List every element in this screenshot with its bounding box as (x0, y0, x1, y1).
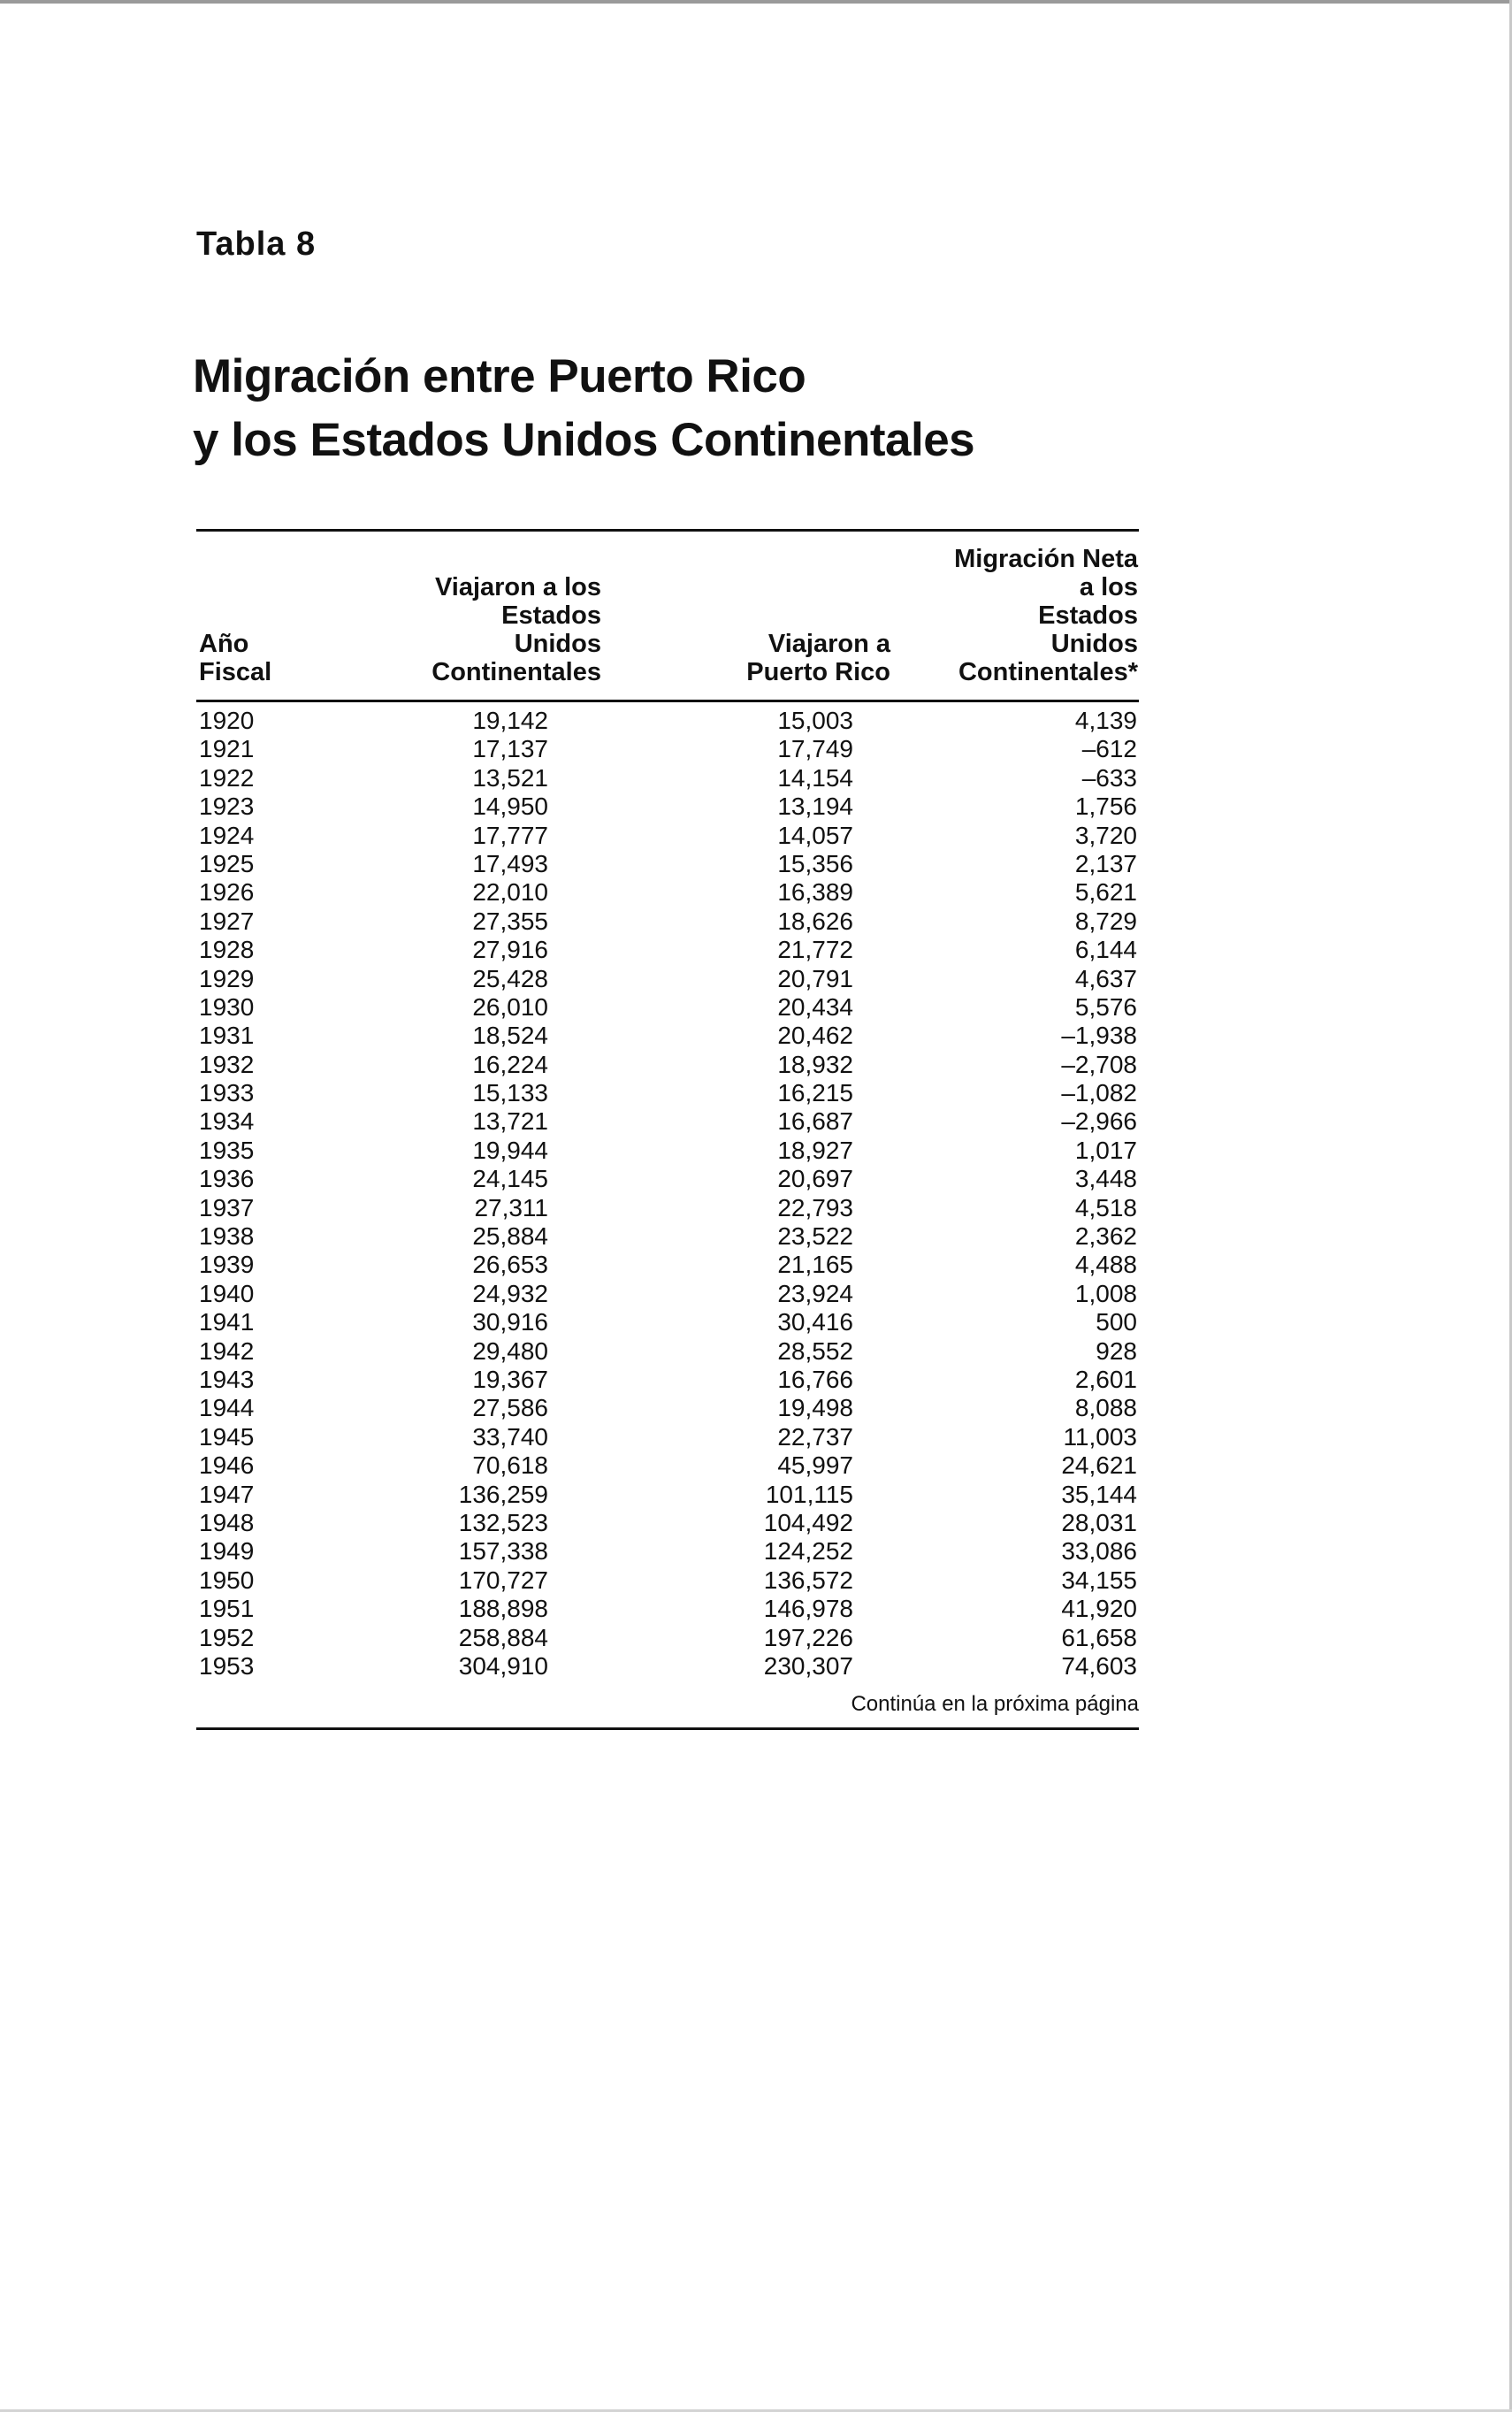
cell-to-us: 33,740 (472, 1422, 548, 1451)
cell-net: 4,488 (1074, 1251, 1137, 1279)
page-edge (0, 0, 1512, 4)
table-row (0, 1222, 1512, 1251)
table-row (0, 1366, 1512, 1394)
table-row (0, 1481, 1512, 1509)
cell-year: 1952 (199, 1623, 255, 1651)
cell-to-us: 70,618 (472, 1451, 548, 1480)
table-row (0, 1509, 1512, 1537)
cell-year: 1942 (199, 1336, 255, 1365)
cell-to-pr: 20,791 (777, 964, 853, 992)
cell-to-us: 19,367 (472, 1365, 548, 1393)
cell-to-us: 17,137 (472, 735, 548, 763)
table-row (0, 764, 1512, 793)
header-line: Migración Neta (954, 545, 1138, 573)
cell-to-pr: 14,057 (777, 821, 853, 849)
cell-year: 1928 (199, 936, 255, 964)
cell-net: 4,518 (1074, 1193, 1137, 1221)
cell-to-us: 188,898 (458, 1595, 548, 1623)
cell-to-us: 15,133 (472, 1079, 548, 1107)
header-line: Unidos (1050, 630, 1138, 658)
header-line: Continentales (431, 658, 601, 686)
header-line: Fiscal (199, 658, 272, 686)
cell-to-pr: 22,737 (777, 1422, 853, 1451)
header-line: Continentales* (958, 658, 1138, 686)
cell-to-pr: 18,626 (777, 907, 853, 935)
cell-to-pr: 22,793 (777, 1193, 853, 1221)
table-row (0, 822, 1512, 850)
header-to-pr (699, 630, 890, 686)
cell-net: 5,621 (1074, 878, 1137, 907)
cell-to-pr: 136,572 (763, 1566, 853, 1594)
cell-net: –2,708 (1061, 1050, 1137, 1078)
cell-year: 1949 (199, 1537, 255, 1566)
cell-to-pr: 28,552 (777, 1336, 853, 1365)
cell-net: 28,031 (1061, 1508, 1137, 1536)
table-row (0, 1051, 1512, 1079)
table-row (0, 1566, 1512, 1595)
cell-year: 1922 (199, 763, 255, 792)
cell-to-pr: 16,389 (777, 878, 853, 907)
table-row (0, 878, 1512, 907)
continues-note: Continúa en la próxima página (851, 1692, 1139, 1716)
cell-year: 1953 (199, 1651, 255, 1680)
cell-year: 1923 (199, 793, 255, 821)
table-row (0, 1337, 1512, 1366)
table-row (0, 1308, 1512, 1336)
cell-year: 1939 (199, 1251, 255, 1279)
table-row (0, 1595, 1512, 1623)
cell-to-pr: 15,356 (777, 849, 853, 877)
table-row (0, 1079, 1512, 1107)
cell-net: 6,144 (1074, 936, 1137, 964)
cell-to-pr: 15,003 (777, 707, 853, 734)
cell-year: 1945 (199, 1422, 255, 1451)
cell-to-us: 24,145 (472, 1165, 548, 1193)
cell-net: 24,621 (1061, 1451, 1137, 1480)
cell-year: 1943 (199, 1365, 255, 1393)
table-row (0, 965, 1512, 993)
table-row (0, 1165, 1512, 1193)
table-row (0, 1624, 1512, 1652)
cell-to-pr: 19,498 (777, 1394, 853, 1422)
table-row (0, 1280, 1512, 1308)
cell-to-us: 26,010 (472, 992, 548, 1021)
cell-year: 1938 (199, 1222, 255, 1251)
cell-to-us: 25,428 (472, 964, 548, 992)
cell-year: 1941 (199, 1308, 255, 1336)
cell-to-pr: 20,434 (777, 992, 853, 1021)
table-row (0, 993, 1512, 1022)
table-row (0, 1022, 1512, 1050)
cell-to-us: 19,944 (472, 1136, 548, 1164)
cell-net: 35,144 (1061, 1480, 1137, 1508)
cell-net: –612 (1081, 735, 1137, 763)
cell-to-us: 17,493 (472, 849, 548, 877)
header-line: Estados (501, 601, 601, 630)
cell-year: 1936 (199, 1165, 255, 1193)
header-line: Viajaron a (767, 630, 890, 658)
cell-to-us: 18,524 (472, 1022, 548, 1050)
cell-to-us: 27,916 (472, 936, 548, 964)
header-net (920, 545, 1138, 686)
cell-net: –1,938 (1061, 1022, 1137, 1050)
cell-net: 2,137 (1074, 849, 1137, 877)
cell-year: 1933 (199, 1079, 255, 1107)
table-row (0, 907, 1512, 936)
cell-to-pr: 16,215 (777, 1079, 853, 1107)
cell-net: 2,601 (1074, 1365, 1137, 1393)
cell-net: 5,576 (1074, 992, 1137, 1021)
cell-year: 1935 (199, 1136, 255, 1164)
cell-year: 1927 (199, 907, 255, 935)
table-row (0, 1194, 1512, 1222)
cell-to-us: 27,355 (472, 907, 548, 935)
cell-year: 1937 (199, 1193, 255, 1221)
cell-to-us: 25,884 (472, 1222, 548, 1251)
cell-net: 3,448 (1074, 1165, 1137, 1193)
cell-net: –633 (1081, 763, 1137, 792)
header-rule (196, 700, 1139, 702)
table-body (0, 707, 1512, 1681)
cell-year: 1921 (199, 735, 255, 763)
cell-net: 2,362 (1074, 1222, 1137, 1251)
header-line: Viajaron a los (434, 573, 601, 601)
cell-to-pr: 197,226 (763, 1623, 853, 1651)
table-row (0, 1394, 1512, 1422)
title-line: Migración entre Puerto Rico (193, 350, 806, 402)
cell-net: 61,658 (1061, 1623, 1137, 1651)
cell-year: 1948 (199, 1508, 255, 1536)
cell-net: 1,756 (1074, 793, 1137, 821)
cell-year: 1940 (199, 1279, 255, 1307)
cell-to-us: 27,586 (472, 1394, 548, 1422)
cell-to-pr: 30,416 (777, 1308, 853, 1336)
cell-to-us: 24,932 (472, 1279, 548, 1307)
table-row (0, 793, 1512, 821)
cell-net: 3,720 (1074, 821, 1137, 849)
cell-year: 1934 (199, 1107, 255, 1136)
cell-net: 41,920 (1061, 1595, 1137, 1623)
cell-year: 1946 (199, 1451, 255, 1480)
cell-to-pr: 16,687 (777, 1107, 853, 1136)
header-line: Año (199, 630, 249, 658)
cell-to-us: 258,884 (458, 1623, 548, 1651)
cell-to-us: 29,480 (472, 1336, 548, 1365)
page-title (193, 345, 974, 472)
cell-net: –1,082 (1061, 1079, 1137, 1107)
cell-to-pr: 45,997 (777, 1451, 853, 1480)
cell-net: 1,008 (1074, 1279, 1137, 1307)
cell-year: 1926 (199, 878, 255, 907)
cell-year: 1929 (199, 964, 255, 992)
cell-net: 928 (1096, 1336, 1137, 1365)
cell-year: 1950 (199, 1566, 255, 1594)
cell-to-pr: 21,772 (777, 936, 853, 964)
cell-to-pr: 16,766 (777, 1365, 853, 1393)
header-line: Puerto Rico (746, 658, 890, 686)
table-row (0, 1137, 1512, 1165)
cell-to-pr: 18,927 (777, 1136, 853, 1164)
table-row (0, 1107, 1512, 1136)
cell-year: 1947 (199, 1480, 255, 1508)
cell-year: 1931 (199, 1022, 255, 1050)
cell-to-us: 13,521 (472, 763, 548, 792)
header-line: a los (1079, 573, 1138, 601)
cell-to-us: 30,916 (472, 1308, 548, 1336)
cell-year: 1932 (199, 1050, 255, 1078)
cell-to-us: 17,777 (472, 821, 548, 849)
table-top-rule (196, 529, 1139, 532)
cell-to-pr: 23,522 (777, 1222, 853, 1251)
cell-to-us: 16,224 (472, 1050, 548, 1078)
cell-to-us: 14,950 (472, 793, 548, 821)
cell-net: 1,017 (1074, 1136, 1137, 1164)
cell-to-pr: 21,165 (777, 1251, 853, 1279)
cell-net: 34,155 (1061, 1566, 1137, 1594)
table-row (0, 1251, 1512, 1279)
cell-year: 1944 (199, 1394, 255, 1422)
table-row (0, 936, 1512, 964)
cell-to-pr: 18,932 (777, 1050, 853, 1078)
title-line: y los Estados Unidos Continentales (193, 414, 975, 466)
cell-to-pr: 104,492 (763, 1508, 853, 1536)
cell-to-pr: 20,462 (777, 1022, 853, 1050)
cell-to-pr: 14,154 (777, 763, 853, 792)
cell-to-us: 132,523 (458, 1508, 548, 1536)
cell-year: 1925 (199, 849, 255, 877)
cell-net: 4,139 (1074, 707, 1137, 734)
cell-to-pr: 17,749 (777, 735, 853, 763)
cell-to-pr: 13,194 (777, 793, 853, 821)
cell-to-us: 157,338 (458, 1537, 548, 1566)
table-row (0, 1652, 1512, 1681)
table-row (0, 707, 1512, 735)
cell-net: 33,086 (1061, 1537, 1137, 1566)
table-row (0, 1451, 1512, 1480)
cell-to-pr: 23,924 (777, 1279, 853, 1307)
cell-to-us: 304,910 (458, 1651, 548, 1680)
table-row (0, 850, 1512, 878)
cell-year: 1951 (199, 1595, 255, 1623)
cell-net: –2,966 (1061, 1107, 1137, 1136)
cell-to-pr: 20,697 (777, 1165, 853, 1193)
cell-to-us: 170,727 (458, 1566, 548, 1594)
table-row (0, 735, 1512, 763)
cell-to-pr: 146,978 (763, 1595, 853, 1623)
table-label: Tabla 8 (196, 226, 317, 263)
cell-to-pr: 101,115 (765, 1480, 853, 1508)
cell-net: 8,729 (1074, 907, 1137, 935)
table-bottom-rule (196, 1727, 1139, 1730)
cell-net: 500 (1096, 1308, 1137, 1336)
cell-net: 8,088 (1074, 1394, 1137, 1422)
header-line: Estados (1038, 601, 1138, 630)
cell-to-us: 22,010 (472, 878, 548, 907)
cell-year: 1924 (199, 821, 255, 849)
cell-net: 4,637 (1074, 964, 1137, 992)
cell-net: 11,003 (1063, 1422, 1137, 1451)
cell-to-us: 19,142 (472, 707, 548, 734)
cell-year: 1920 (199, 707, 255, 734)
cell-to-us: 13,721 (472, 1107, 548, 1136)
cell-to-us: 27,311 (474, 1193, 548, 1221)
cell-year: 1930 (199, 992, 255, 1021)
header-year (199, 630, 271, 686)
header-line: Unidos (514, 630, 601, 658)
cell-net: 74,603 (1061, 1651, 1137, 1680)
table-row (0, 1423, 1512, 1451)
cell-to-pr: 124,252 (763, 1537, 853, 1566)
cell-to-pr: 230,307 (763, 1651, 853, 1680)
cell-to-us: 26,653 (472, 1251, 548, 1279)
table-row (0, 1537, 1512, 1566)
header-to-us (393, 573, 601, 686)
cell-to-us: 136,259 (458, 1480, 548, 1508)
